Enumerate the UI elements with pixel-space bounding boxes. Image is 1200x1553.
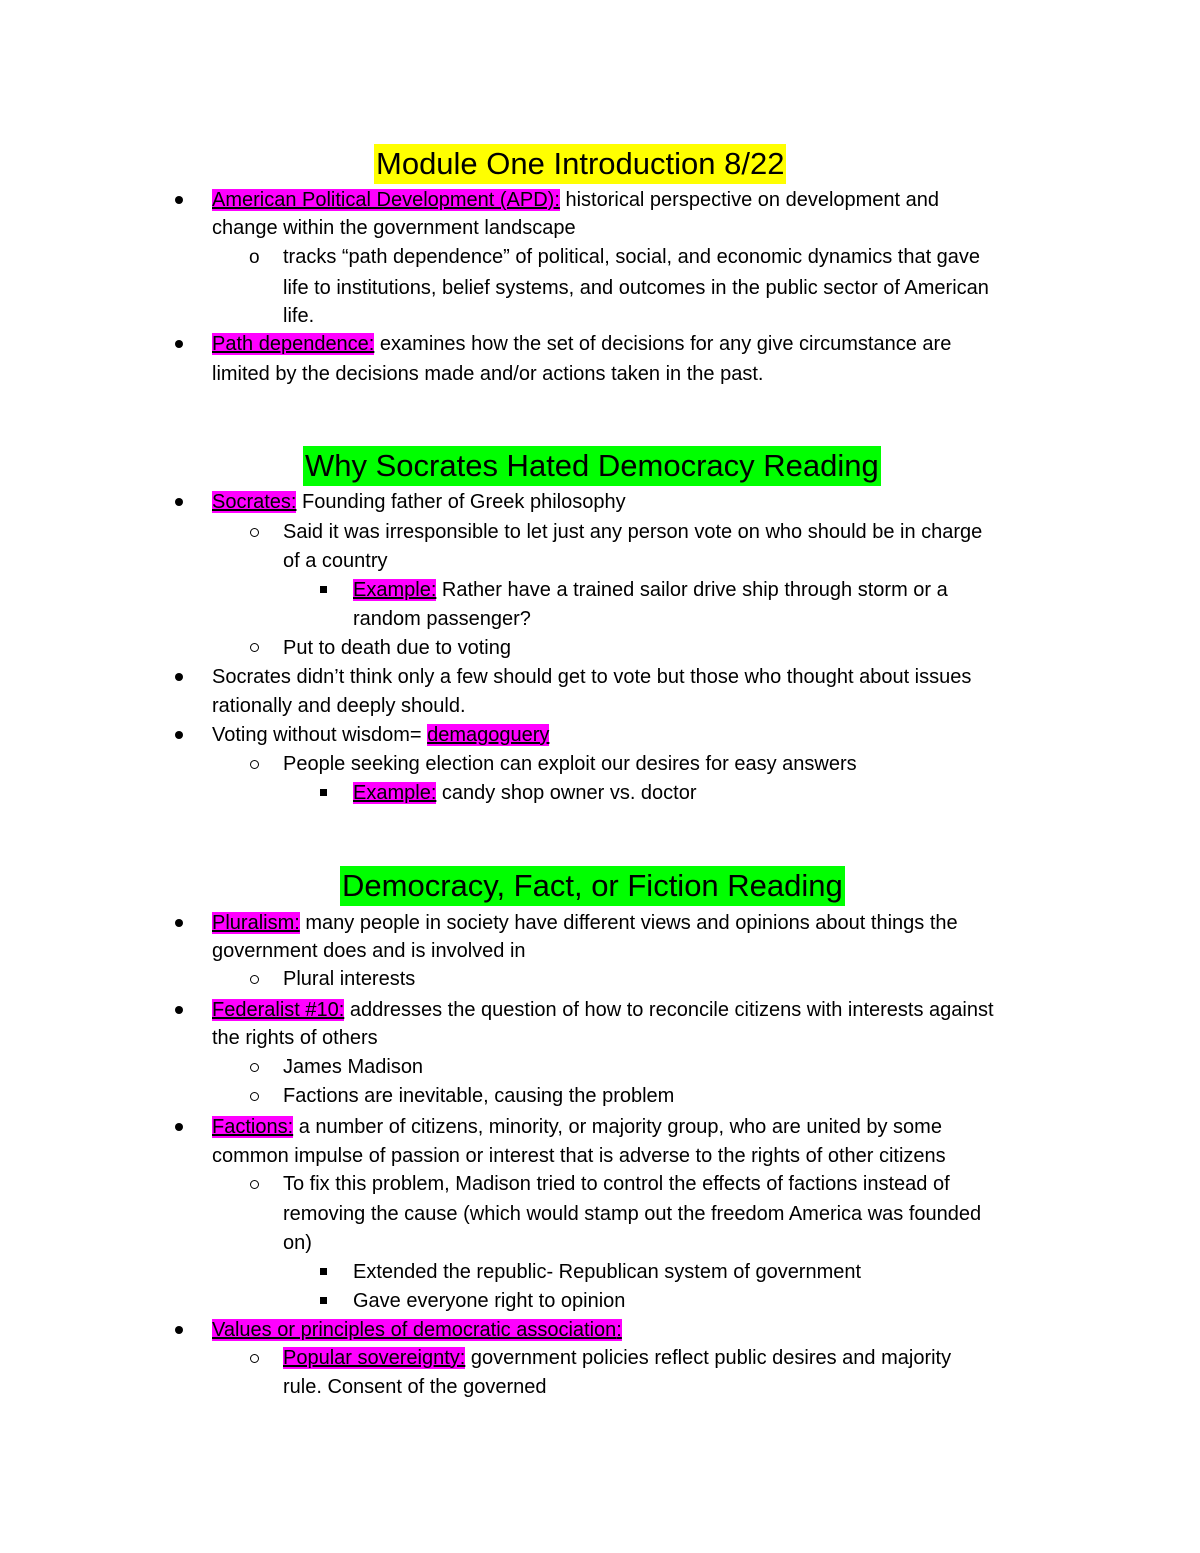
list-item-continuation: rule. Consent of the governed xyxy=(283,1376,547,1398)
sub-bullet xyxy=(250,1354,259,1363)
term-highlight: Federalist #10: xyxy=(212,999,345,1021)
sub-bullet-marker: o xyxy=(249,247,260,268)
list-item: Gave everyone right to opinion xyxy=(353,1290,626,1312)
list-item-continuation: removing the cause (which would stamp out the freedom America was founded xyxy=(283,1203,982,1225)
term-highlight: Pluralism: xyxy=(212,912,300,934)
term-highlight: Path dependence: xyxy=(212,333,375,355)
list-item: Factions: a number of citizens, minority, or majority group, who are united by some xyxy=(212,1116,942,1138)
list-item: Voting without wisdom= demagoguery xyxy=(212,724,550,746)
term-highlight: Popular sovereignty: xyxy=(283,1347,466,1369)
list-item: Federalist #10: addresses the question of how to reconcile citizens with interests against xyxy=(212,999,994,1021)
list-item-continuation: change within the government landscape xyxy=(212,217,576,239)
list-item-continuation: the rights of others xyxy=(212,1027,378,1049)
bullet xyxy=(175,498,183,506)
sub-bullet xyxy=(250,975,259,984)
bullet xyxy=(175,673,183,681)
list-item: Plural interests xyxy=(283,968,416,990)
list-item: James Madison xyxy=(283,1056,424,1078)
sub-sub-bullet xyxy=(320,789,327,796)
bullet xyxy=(175,731,183,739)
list-item: Extended the republic- Republican system of government xyxy=(353,1261,862,1283)
bullet xyxy=(175,919,183,927)
bullet xyxy=(175,1326,183,1334)
list-item-continuation: of a country xyxy=(283,550,388,572)
list-item-continuation: on) xyxy=(283,1232,312,1254)
list-item-continuation: life. xyxy=(283,305,315,327)
list-item-continuation: limited by the decisions made and/or actions taken in the past. xyxy=(212,363,764,385)
section-title: Democracy, Fact, or Fiction Reading xyxy=(340,866,845,906)
section-title: Module One Introduction 8/22 xyxy=(374,144,786,184)
bullet xyxy=(175,196,183,204)
sub-bullet xyxy=(250,1092,259,1101)
list-item: Values or principles of democratic association: xyxy=(212,1319,622,1341)
term-highlight: Socrates: xyxy=(212,491,297,513)
term-highlight: Factions: xyxy=(212,1116,294,1138)
list-item: Factions are inevitable, causing the problem xyxy=(283,1085,675,1107)
list-item: Socrates didn’t think only a few should get to vote but those who thought about issues xyxy=(212,666,972,688)
term-highlight: Values or principles of democratic association xyxy=(212,1319,617,1341)
list-item: Said it was irresponsible to let just any person vote on who should be in charge xyxy=(283,521,983,543)
sub-bullet xyxy=(250,1063,259,1072)
section-title: Why Socrates Hated Democracy Reading xyxy=(303,446,881,486)
list-item: People seeking election can exploit our desires for easy answers xyxy=(283,753,857,775)
bullet xyxy=(175,340,183,348)
sub-sub-bullet xyxy=(320,586,327,593)
list-item: tracks “path dependence” of political, social, and economic dynamics that gave xyxy=(283,246,981,268)
list-item: American Political Development (APD): historical perspective on development and xyxy=(212,189,940,211)
sub-bullet xyxy=(250,528,259,537)
list-item: Popular sovereignty: government policies reflect public desires and majority xyxy=(283,1347,952,1369)
sub-sub-bullet xyxy=(320,1268,327,1275)
list-item-continuation: random passenger? xyxy=(353,608,531,630)
list-item: Put to death due to voting xyxy=(283,637,511,659)
sub-bullet xyxy=(250,643,259,652)
sub-bullet xyxy=(250,1180,259,1189)
list-item: Example: Rather have a trained sailor drive ship through storm or a xyxy=(353,579,948,601)
term-highlight: American Political Development (APD): xyxy=(212,189,560,211)
bullet xyxy=(175,1123,183,1131)
list-item-continuation: life to institutions, belief systems, and outcomes in the public sector of American xyxy=(283,277,989,299)
term-highlight: Example: xyxy=(353,579,437,601)
list-item: Socrates: Founding father of Greek philosophy xyxy=(212,491,626,513)
list-item-continuation: government does and is involved in xyxy=(212,940,526,962)
term-highlight: Example: xyxy=(353,782,437,804)
list-item-continuation: rationally and deeply should. xyxy=(212,695,466,717)
sub-sub-bullet xyxy=(320,1297,327,1304)
sub-bullet xyxy=(250,760,259,769)
list-item: To fix this problem, Madison tried to control the effects of factions instead of xyxy=(283,1173,950,1195)
list-item-continuation: common impulse of passion or interest that is adverse to the rights of other citizens xyxy=(212,1145,946,1167)
list-item: Example: candy shop owner vs. doctor xyxy=(353,782,697,804)
bullet xyxy=(175,1006,183,1014)
list-item: Pluralism: many people in society have different views and opinions about things the xyxy=(212,912,958,934)
list-item: Path dependence: examines how the set of decisions for any give circumstance are xyxy=(212,333,952,355)
term-highlight: demagoguery xyxy=(427,724,550,746)
